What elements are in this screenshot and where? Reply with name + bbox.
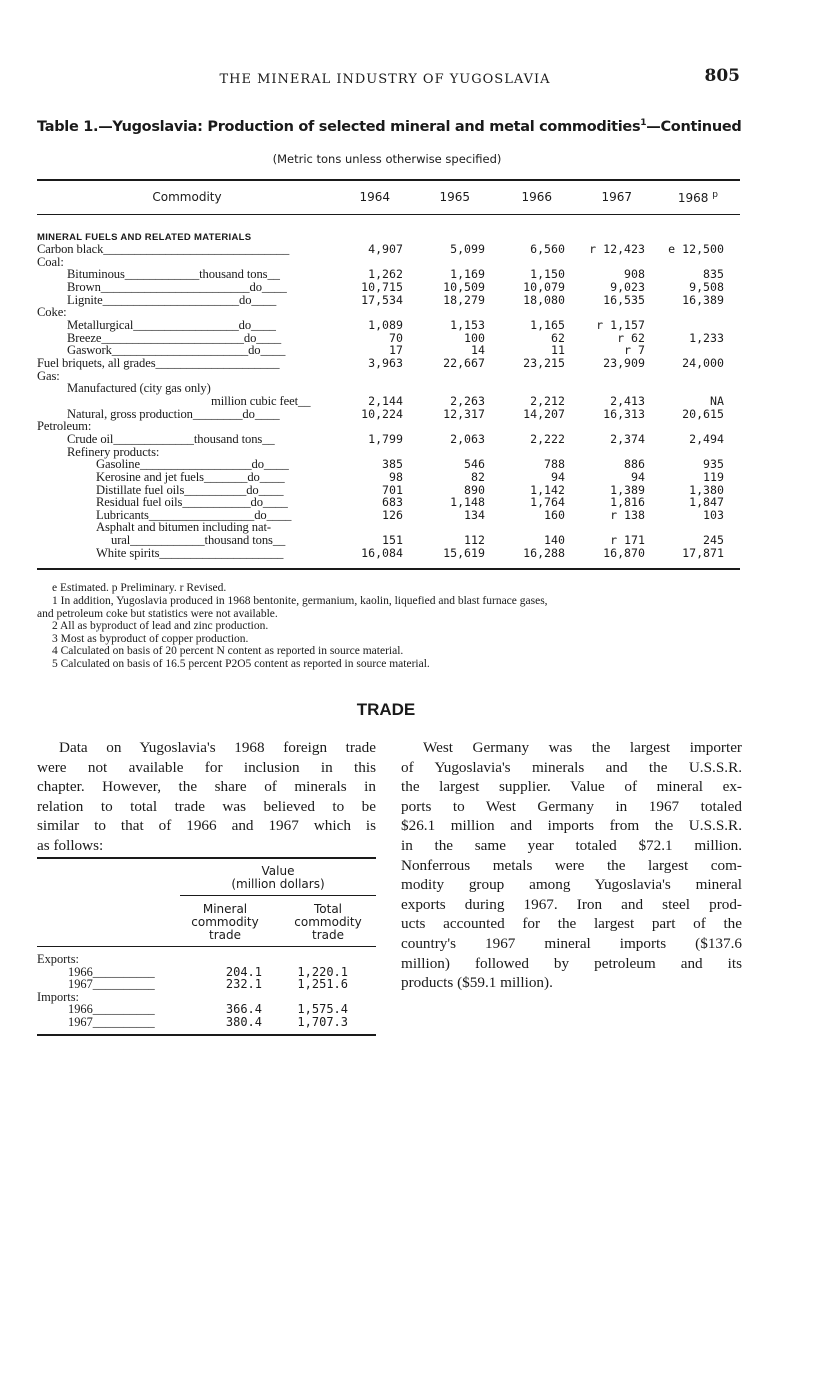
cell-1966: 18,080	[523, 292, 565, 307]
row-label: Manufactured (city gas only)	[67, 381, 211, 396]
row-label: Gasoline__________________do____	[96, 457, 289, 472]
trade-table-row	[37, 1016, 375, 1029]
cell-1968: 119	[703, 469, 724, 484]
row-label: Metallurgical_________________do____	[67, 318, 276, 333]
table-row	[37, 408, 737, 421]
col-header-1964: 1964	[359, 190, 390, 204]
table-title-suffix: —Continued	[646, 118, 742, 135]
footnote: 5 Calculated on basis of 16.5 percent P2O5 content as reported in source material.	[52, 657, 430, 670]
footnote: 1 In addition, Yugoslavia produced in 1968 bentonite, germanium, kaolin, liquefied and blast furnace gases,	[52, 595, 548, 607]
cell-mineral: 232.1	[225, 977, 262, 992]
cell-1968: 245	[703, 533, 724, 548]
cell-1965: 890	[464, 482, 485, 497]
trade-row-label: Exports:	[37, 952, 79, 966]
cell-1967: 886	[624, 457, 645, 472]
row-label: Petroleum:	[37, 419, 92, 434]
cell-1968: 935	[703, 457, 724, 472]
trade-row-label: Imports:	[37, 989, 79, 1004]
cell-1967: 2,413	[610, 393, 645, 408]
paragraph-line: of Yugoslavia's minerals and the U.S.S.R.	[401, 758, 742, 776]
trade-col-header-line: commodity	[191, 915, 259, 929]
cell-1966: 62	[551, 330, 565, 345]
cell-total: 1,251.6	[297, 977, 348, 992]
trade-table-col-mineral	[180, 903, 270, 942]
cell-mineral: 380.4	[225, 1015, 262, 1029]
cell-1968: 2,494	[689, 431, 724, 446]
paragraph-line: ucts accounted for the largest part of the	[401, 915, 742, 933]
col-header-1967: 1967	[601, 190, 632, 204]
trade-row-label: 1967__________	[68, 1015, 155, 1029]
cell-1967: 2,374	[610, 431, 645, 446]
footnote: and petroleum coke but statistics were not available.	[37, 607, 278, 620]
cell-1966: 1,150	[530, 267, 565, 282]
cell-1965: 134	[464, 507, 485, 522]
row-label: Lubricants_________________do____	[96, 507, 292, 522]
trade-table-value-header: Value	[261, 864, 295, 878]
cell-1967: 16,870	[603, 545, 645, 560]
cell-1966: 1,142	[530, 482, 565, 497]
row-label: Gaswork______________________do____	[67, 343, 286, 358]
table-row	[37, 395, 737, 408]
col-header-commodity: Commodity	[152, 190, 222, 204]
cell-1967: 1,816	[610, 495, 645, 510]
row-label: ural____________thousand tons__	[111, 533, 286, 548]
table-row	[37, 534, 737, 547]
cell-1966: 14,207	[523, 406, 565, 421]
row-label: Kerosine and jet fuels_______do____	[96, 469, 285, 484]
cell-1964: 126	[382, 507, 403, 522]
paragraph-line: ports to West Germany in 1967 totaled	[401, 797, 742, 815]
cell-1964: 70	[389, 330, 403, 345]
cell-1968: 24,000	[682, 356, 724, 370]
table-title-note: 1	[640, 118, 647, 128]
trade-table-row	[37, 953, 375, 966]
row-label: Gas:	[37, 368, 60, 383]
table-title	[37, 118, 747, 135]
trade-right-paragraph	[401, 738, 742, 993]
cell-1965: 2,063	[450, 431, 485, 446]
paragraph-line: Data on Yugoslavia's 1968 foreign trade	[59, 739, 376, 756]
cell-1966: 2,212	[530, 393, 565, 408]
page-number: 805	[704, 66, 740, 86]
cell-1966: 94	[551, 469, 565, 484]
table-row	[37, 471, 737, 484]
trade-row-label: 1967__________	[68, 977, 155, 992]
cell-1967: r 7	[624, 343, 645, 358]
cell-1964: 1,262	[368, 267, 403, 282]
trade-table-top-rule	[37, 857, 376, 859]
cell-1968: e 12,500	[668, 242, 724, 257]
paragraph-line: similar to that of 1966 and 1967 which is	[37, 817, 376, 835]
table-top-rule	[37, 179, 740, 181]
cell-1965: 112	[464, 533, 485, 548]
table-row	[37, 243, 737, 256]
cell-1965: 22,667	[443, 356, 485, 370]
cell-1964: 98	[389, 469, 403, 484]
cell-mineral: 204.1	[225, 964, 262, 979]
cell-1967: 16,535	[603, 292, 645, 307]
footnote: 4 Calculated on basis of 20 percent N content as reported in source material.	[52, 645, 404, 657]
cell-1964: 1,799	[368, 431, 403, 446]
row-label: Residual fuel oils___________do____	[96, 495, 288, 510]
cell-1968: 20,615	[682, 406, 724, 421]
cell-1968: 16,389	[682, 292, 724, 307]
cell-1968: 1,380	[689, 482, 724, 497]
cell-1965: 18,279	[443, 292, 485, 307]
row-label: Fuel briquets, all grades____________________	[37, 356, 280, 370]
row-label: Brown________________________do____	[67, 280, 287, 295]
cell-1964: 4,907	[368, 242, 403, 257]
row-label: Lignite______________________do____	[67, 292, 277, 307]
table-header-rule	[37, 214, 740, 215]
row-label: Refinery products:	[67, 444, 160, 459]
row-label: Asphalt and bitumen including nat-	[96, 520, 271, 535]
table-row	[37, 547, 737, 560]
cell-1967: 908	[624, 267, 645, 282]
cell-1966: 1,165	[530, 318, 565, 333]
cell-1966: 11	[551, 343, 565, 358]
footnote: e Estimated. p Preliminary. r Revised.	[52, 582, 227, 594]
cell-1964: 151	[382, 533, 403, 548]
cell-1964: 701	[382, 482, 403, 497]
cell-total: 1,707.3	[297, 1015, 348, 1029]
paragraph-line: were not available for inclusion in this	[37, 758, 376, 776]
table-row	[37, 294, 737, 307]
paragraph-line: relation to total trade was believed to be	[37, 797, 376, 815]
cell-total: 1,220.1	[297, 964, 348, 979]
cell-1967: 23,909	[603, 356, 645, 370]
row-label: Crude oil_____________thousand tons__	[67, 431, 275, 446]
col-header-1965: 1965	[439, 190, 470, 204]
cell-1967: r 62	[617, 330, 645, 345]
trade-table-value-unit: (million dollars)	[231, 877, 325, 891]
cell-1966: 16,288	[523, 545, 565, 560]
cell-1966: 788	[544, 457, 565, 472]
row-label: MINERAL FUELS AND RELATED MATERIALS	[37, 231, 252, 243]
cell-1967: 9,023	[610, 280, 645, 295]
paragraph-line: modity group among Yugoslavia's mineral	[401, 876, 742, 894]
col-header-1968-year: 1968	[677, 191, 709, 205]
table-unit-note: (Metric tons unless otherwise specified)	[272, 152, 502, 166]
trade-col-header-line: commodity	[294, 915, 362, 929]
trade-table-group-rule	[180, 895, 376, 896]
footnote: 3 Most as byproduct of copper production.	[52, 632, 249, 645]
cell-1968: 1,847	[689, 495, 724, 510]
cell-1968: 1,233	[689, 330, 724, 345]
table-bottom-rule	[37, 568, 740, 570]
cell-1965: 12,317	[443, 406, 485, 421]
cell-1968: 835	[703, 267, 724, 282]
cell-1966: 10,079	[523, 280, 565, 295]
paragraph-line: products ($59.1 million).	[401, 974, 553, 992]
paragraph-line: Nonferrous metals were the largest com-	[401, 856, 742, 874]
cell-1964: 17	[389, 343, 403, 358]
row-label: million cubic feet__	[211, 393, 311, 408]
table-row	[37, 281, 737, 294]
paragraph-line: exports during 1967. Iron and steel prod-	[401, 895, 742, 913]
col-header-1966: 1966	[521, 190, 552, 204]
row-label: Distillate fuel oils__________do____	[96, 482, 284, 497]
cell-1966: 23,215	[523, 356, 565, 370]
running-head: THE MINERAL INDUSTRY OF YUGOSLAVIA	[219, 72, 551, 87]
trade-col-header-line: trade	[209, 928, 241, 942]
cell-1965: 100	[464, 330, 485, 345]
cell-1965: 5,099	[450, 242, 485, 257]
trade-row-label: 1966__________	[68, 1002, 155, 1017]
trade-col-header-line: Mineral	[202, 902, 248, 916]
cell-1966: 160	[544, 507, 565, 522]
cell-1966: 6,560	[530, 242, 565, 257]
paragraph-line: country's 1967 mineral imports ($137.6	[401, 934, 742, 952]
paragraph-line: the largest supplier. Value of mineral ex-	[401, 778, 742, 796]
trade-col-header-line: trade	[312, 928, 344, 942]
cell-1965: 2,263	[450, 393, 485, 408]
row-label: Natural, gross production________do____	[67, 406, 280, 421]
cell-1965: 14	[471, 343, 485, 358]
row-label: White spirits____________________	[96, 545, 284, 560]
trade-col-header-line: Total	[313, 902, 343, 916]
paragraph-line: $26.1 million and imports from the U.S.S.R.	[401, 817, 742, 835]
cell-total: 1,575.4	[297, 1002, 348, 1017]
cell-1968: NA	[710, 393, 724, 408]
row-label: Carbon black______________________________	[37, 242, 290, 257]
row-label: Coal:	[37, 254, 64, 269]
cell-1964: 3,963	[368, 356, 403, 370]
cell-1964: 17,534	[361, 292, 403, 307]
paragraph-line: in the same year totaled $72.1 million.	[401, 836, 742, 854]
cell-1967: 1,389	[610, 482, 645, 497]
footnote: 2 All as byproduct of lead and zinc production.	[52, 620, 269, 632]
cell-1964: 10,715	[361, 280, 403, 295]
row-label: Bituminous____________thousand tons__	[67, 267, 280, 282]
cell-1967: 94	[631, 469, 645, 484]
trade-table-header-rule	[37, 946, 376, 947]
cell-1964: 2,144	[368, 393, 403, 408]
cell-1965: 10,509	[443, 280, 485, 295]
cell-1965: 546	[464, 457, 485, 472]
trade-table-row	[37, 978, 375, 991]
table-row	[37, 433, 737, 446]
row-label: Breeze_______________________do____	[67, 330, 282, 345]
trade-row-label: 1966__________	[68, 964, 155, 979]
cell-1967: r 171	[610, 533, 645, 548]
cell-mineral: 366.4	[225, 1002, 262, 1017]
trade-heading: TRADE	[356, 700, 416, 719]
cell-1967: r 1,157	[596, 318, 645, 333]
cell-1966: 1,764	[530, 495, 565, 510]
cell-1965: 1,148	[450, 495, 485, 510]
cell-1964: 385	[382, 457, 403, 472]
cell-1968: 103	[703, 507, 724, 522]
paragraph-line: as follows:	[37, 836, 104, 854]
cell-1967: 16,313	[603, 406, 645, 421]
cell-1964: 16,084	[361, 545, 403, 560]
cell-1965: 1,153	[450, 318, 485, 333]
cell-1964: 683	[382, 495, 403, 510]
table-row	[37, 319, 737, 332]
trade-table-bottom-rule	[37, 1034, 376, 1036]
table-title-text: Table 1.—Yugoslavia: Production of selected mineral and metal commodities	[37, 118, 641, 135]
paragraph-line: million) followed by petroleum and its	[401, 954, 742, 972]
trade-left-paragraph	[37, 738, 376, 856]
table-row	[37, 357, 737, 370]
paragraph-line: chapter. However, the share of minerals in	[37, 778, 376, 796]
cell-1965: 82	[471, 469, 485, 484]
paragraph-line: West Germany was the largest importer	[423, 739, 742, 756]
col-header-1968	[662, 190, 718, 205]
row-label: Coke:	[37, 305, 67, 320]
trade-table-col-total	[280, 903, 376, 942]
cell-1965: 15,619	[443, 545, 485, 560]
cell-1965: 1,169	[450, 267, 485, 282]
cell-1964: 1,089	[368, 318, 403, 333]
cell-1966: 140	[544, 533, 565, 548]
cell-1968: 17,871	[682, 545, 724, 560]
cell-1967: r 138	[610, 507, 645, 522]
cell-1967: r 12,423	[589, 242, 645, 257]
cell-1964: 10,224	[361, 406, 403, 421]
cell-1966: 2,222	[530, 431, 565, 446]
col-header-1968-note: p	[712, 190, 718, 200]
cell-1968: 9,508	[689, 280, 724, 295]
